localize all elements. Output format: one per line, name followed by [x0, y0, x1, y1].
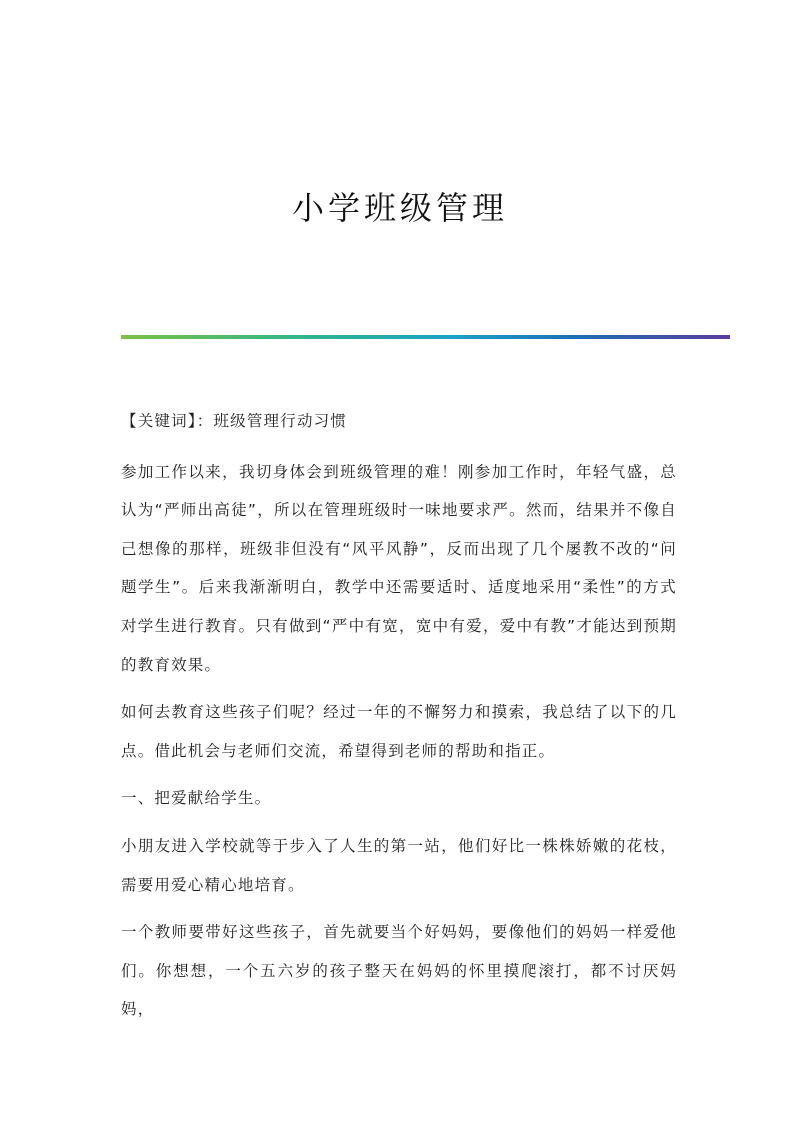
- document-body: [121, 402, 677, 1038]
- body-paragraph: 一个教师要带好这些孩子，首先就要当个好妈妈，要像他们的妈妈一样爱他们。你想想，一个五六岁的孩子整天在妈妈的怀里摸爬滚打，都不讨厌妈妈，: [121, 923, 677, 1019]
- title-divider: [121, 335, 730, 339]
- body-paragraph: 如何去教育这些孩子们呢？经过一年的不懈努力和摸索，我总结了以下的几点。借此机会与老师们交流，希望得到老师的帮助和指正。: [121, 703, 677, 760]
- document-title: 小学班级管理: [291, 189, 508, 227]
- keywords-line: [121, 402, 677, 441]
- keywords-label: 【关键词】：: [121, 412, 214, 430]
- section-heading: 一、把爱献给学生。: [121, 789, 272, 808]
- body-paragraph: 小朋友进入学校就等于步入了人生的第一站，他们好比一株株娇嫩的花枝，需要用爱心精心地培育。: [121, 836, 677, 894]
- keywords-value: 班级管理行动习惯: [213, 412, 348, 430]
- body-paragraph: 参加工作以来，我切身体会到班级管理的难！刚参加工作时，年轻气盛，总认为“严师出高徒”，所以在管理班级时一味地要求严。然而，结果并不像自己想像的那样，班级非但没有“风平风静”，反而出现了几个屡教不改的“问题学生”。后来我渐渐明白，教学中还需要适时、适度地采用“柔性”的方式对学生进行教育。只有做到“严中有宽，宽中有爱，爱中有教”才能达到预期的教育效果。: [121, 462, 677, 674]
